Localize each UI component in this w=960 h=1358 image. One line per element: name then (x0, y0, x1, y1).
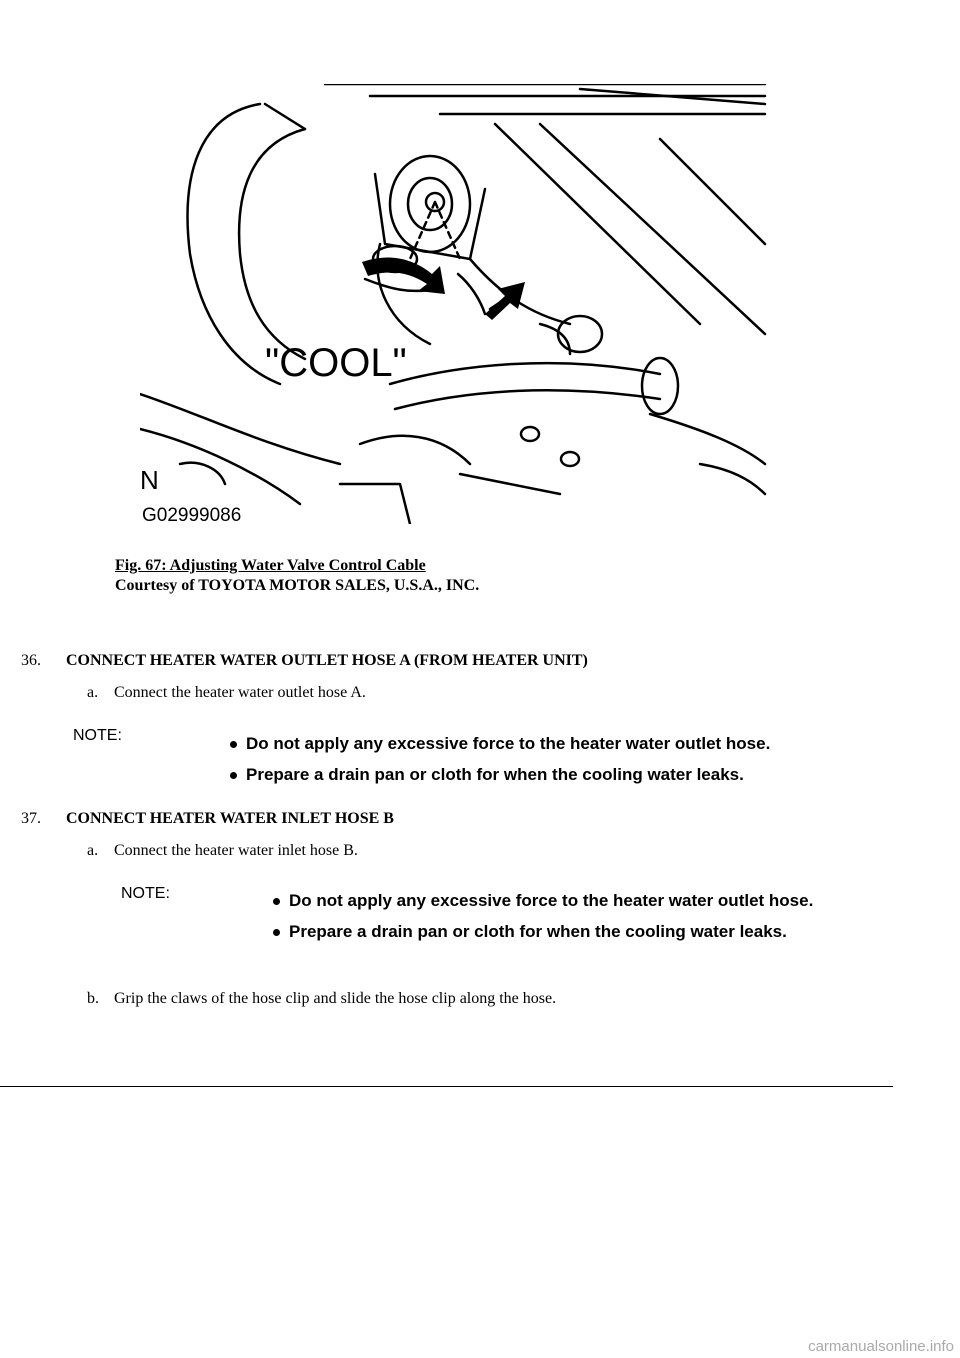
note-item: Do not apply any excessive force to the heater water outlet hose. (270, 890, 870, 911)
figure-caption (115, 556, 479, 596)
step-36-heading (21, 651, 588, 671)
note-list (227, 733, 770, 795)
step-36-substep-a (87, 683, 366, 703)
step-37-heading (21, 809, 394, 829)
caption-title: Fig. 67: Adjusting Water Valve Control Cable (115, 557, 426, 574)
substep-letter: a. (87, 684, 99, 701)
step-37-substep-a (87, 841, 358, 861)
figure-code: G02999086 (142, 505, 242, 524)
substep-letter: b. (87, 990, 99, 1007)
step-title: CONNECT HEATER WATER OUTLET HOSE A (FROM HEATER UNIT) (66, 652, 588, 669)
water-valve-illustration (140, 84, 770, 524)
step-37-substep-b (87, 989, 556, 1009)
note-item: Do not apply any excessive force to the heater water outlet hose. (227, 733, 770, 754)
substep-text: Connect the heater water outlet hose A. (114, 684, 366, 701)
caption-credit: Courtesy of TOYOTA MOTOR SALES, U.S.A., INC. (115, 577, 480, 594)
watermark: carmanualsonline.info (808, 1338, 954, 1355)
note-label: NOTE: (73, 727, 122, 744)
substep-text: Grip the claws of the hose clip and slide the hose clip along the hose. (114, 990, 557, 1007)
note-item: Prepare a drain pan or cloth for when the cooling water leaks. (227, 764, 770, 785)
substep-text: Connect the heater water inlet hose B. (114, 842, 358, 859)
substep-letter: a. (87, 842, 99, 859)
step-number: 37. (21, 810, 41, 827)
step-title: CONNECT HEATER WATER INLET HOSE B (66, 810, 394, 827)
callout-cool: "COOL" (265, 341, 407, 385)
note-item: Prepare a drain pan or cloth for when the cooling water leaks. (270, 921, 870, 942)
figure-illustration (140, 84, 770, 524)
corner-letter: N (140, 465, 159, 495)
step-number: 36. (21, 652, 41, 669)
page-divider (0, 1086, 893, 1087)
note-label: NOTE: (121, 885, 170, 902)
note-list (270, 890, 870, 952)
